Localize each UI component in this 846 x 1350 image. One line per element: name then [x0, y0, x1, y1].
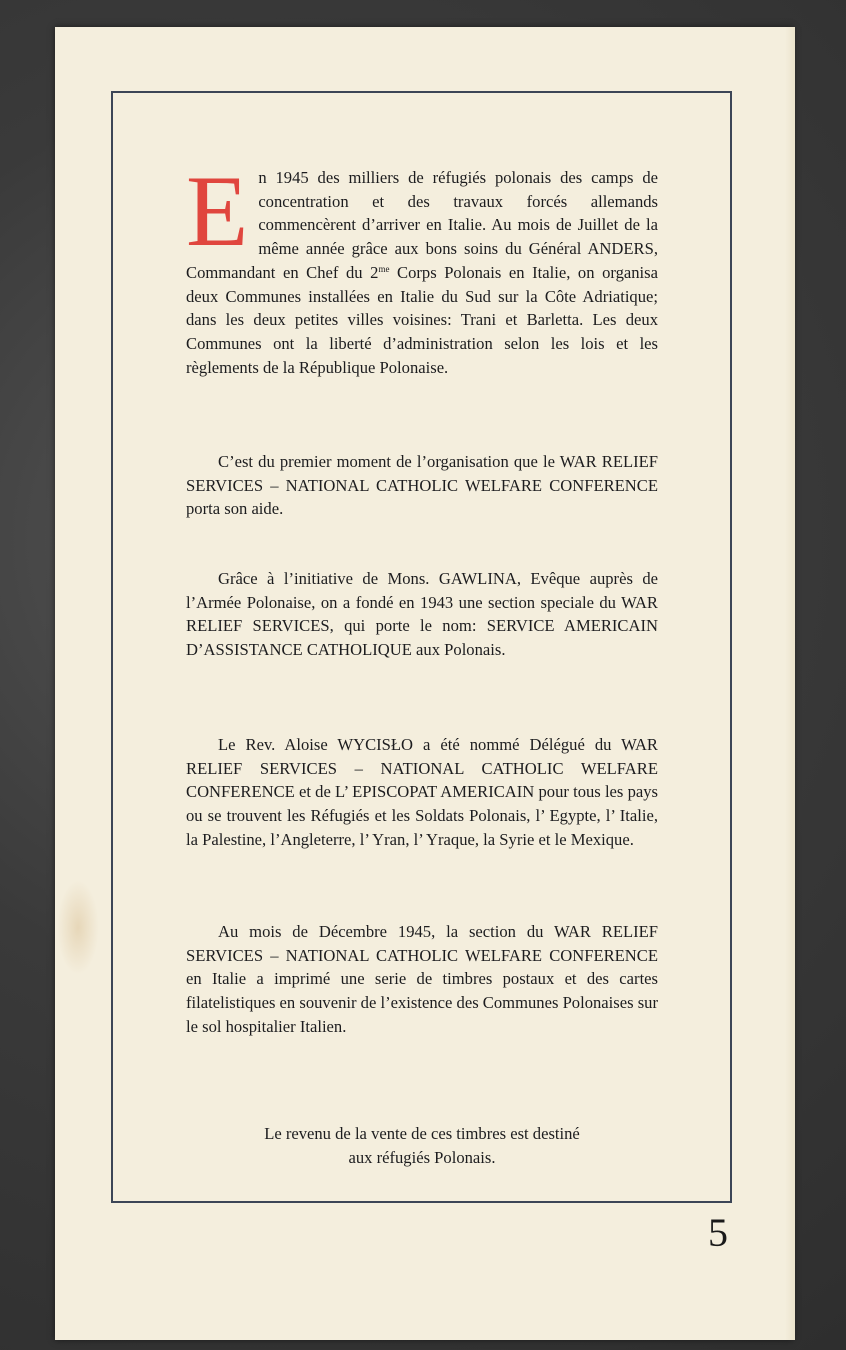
intro-line: n 1945 des milliers de réfugiés polonais des: [258, 168, 583, 187]
revenue-line: Le revenu de la vente de ces timbres est destiné: [264, 1124, 580, 1143]
paragraph-revenue: [186, 1122, 658, 1169]
paragraph-intro: [186, 155, 659, 379]
page-number: 5: [708, 1210, 728, 1255]
intro-line: mois de Juillet de la même année grâce aux bons: [258, 215, 659, 259]
intro-line: installées en Italie du Sud sur la Côte Adriatique; dans les: [186, 286, 659, 330]
intro-line: camps de concentration et des travaux forcés: [258, 168, 659, 211]
intro-line: deux petites villes voisines: Trani et Barletta. Les deux: [253, 310, 659, 330]
paper-deckle-edge: [785, 27, 795, 1340]
paragraph-delegate: Le Rev. Aloise WYCISŁO a été nommé Délégué du WAR RELIEF SERVICES – NATIONAL CATHOLIC WELFARE CONFERENCE et de L’ EPISCOPAT AMERICAIN pour tous les pays ou se trouvent les Réfugiés et les Soldats Polonais, l’ Egypte, l’ Italie, la Palestine, l’Angleterre, l’ Yran, l’ Yraque, la Syrie et le Mexique.: [186, 735, 658, 849]
paper-stain: [57, 880, 99, 975]
intro-line: Corps Polonais en Italie, on organisa deux Communes: [186, 262, 658, 306]
drop-cap-letter: E: [186, 155, 249, 268]
intro-line: 2: [370, 262, 379, 282]
intro-line: allemands commencèrent d’arriver en Italie. Au: [258, 191, 658, 235]
intro-line: soins du Général ANDERS, Commandant en Chef du: [186, 239, 658, 282]
intro-line: les règlements de la République Polonaise.: [186, 333, 658, 377]
revenue-line: aux réfugiés Polonais.: [348, 1147, 496, 1167]
paragraph-stamps: Au mois de Décembre 1945, la section du WAR RELIEF SERVICES – NATIONAL CATHOLIC WELFARE CONFERENCE en Italie a imprimé une serie de timbres postaux et des cartes filatelistiques en souvenir de l’existence des Communes Polonaises sur le sol hospitalier Italien.: [186, 922, 658, 1036]
intro-line: Communes ont la liberté d’administration selon les lois et: [186, 333, 629, 353]
ordinal-superscript: me: [378, 263, 390, 274]
paragraph-aid: C’est du premier moment de l’organisation que le WAR RELIEF SERVICES – NATIONAL CATHOLIC WELFARE CONFERENCE porta son aide.: [186, 452, 658, 519]
paragraph-initiative: Grâce à l’initiative de Mons. GAWLINA, Evêque auprès de l’Armée Polonaise, on a fondé en 1943 une section speciale du WAR RELIEF SERVICES, qui porte le nom: SERVICE AMERICAIN D’ASSISTANCE CATHOLIQUE aux Polonais.: [186, 569, 658, 660]
